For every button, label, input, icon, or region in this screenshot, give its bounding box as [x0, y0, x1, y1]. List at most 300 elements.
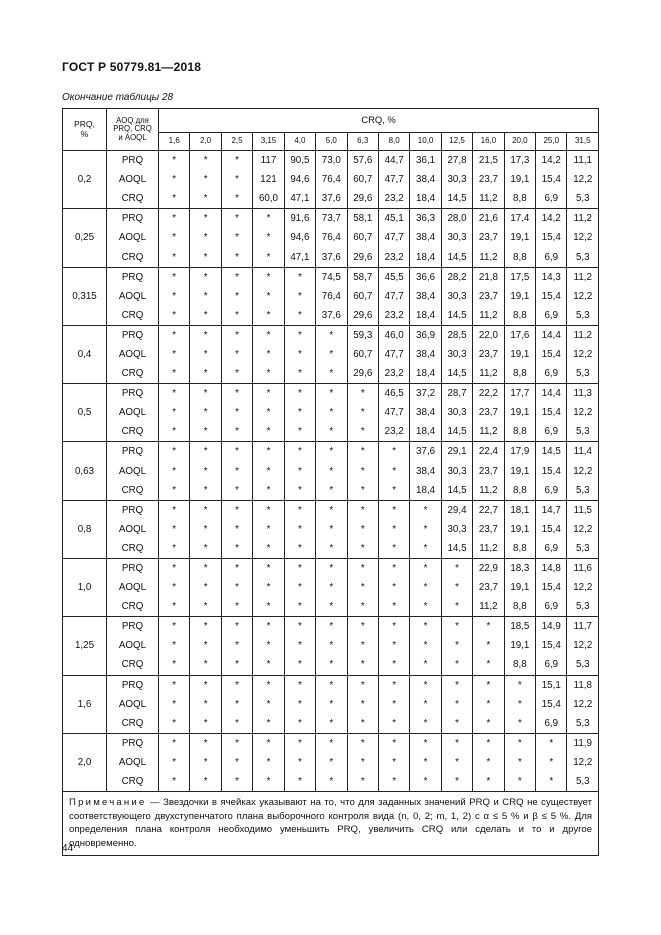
no-plan-cell: * — [190, 636, 221, 655]
no-plan-cell: * — [190, 151, 221, 171]
value-cell: 17,9 — [504, 442, 535, 462]
no-plan-cell: * — [347, 675, 378, 695]
no-plan-cell: * — [441, 617, 472, 637]
no-plan-cell: * — [159, 578, 190, 597]
value-cell: 19,1 — [504, 170, 535, 189]
value-cell: 23,7 — [473, 287, 504, 306]
no-plan-cell: * — [316, 422, 347, 442]
value-cell: 37,6 — [316, 306, 347, 326]
value-cell: 18,4 — [410, 247, 441, 267]
no-plan-cell: * — [410, 655, 441, 675]
row-type-cell: AOQL — [107, 345, 159, 364]
value-cell: 30,3 — [441, 170, 472, 189]
no-plan-cell: * — [253, 345, 284, 364]
no-plan-cell: * — [221, 655, 252, 675]
no-plan-cell: * — [190, 520, 221, 539]
no-plan-cell: * — [190, 772, 221, 792]
no-plan-cell: * — [316, 578, 347, 597]
no-plan-cell: * — [378, 558, 409, 578]
value-cell: 5,3 — [567, 655, 599, 675]
no-plan-cell: * — [378, 520, 409, 539]
no-plan-cell: * — [253, 247, 284, 267]
no-plan-cell: * — [504, 733, 535, 753]
value-cell: 5,3 — [567, 306, 599, 326]
no-plan-cell: * — [159, 772, 190, 792]
no-plan-cell: * — [284, 364, 315, 384]
value-cell: 46,0 — [378, 325, 409, 345]
no-plan-cell: * — [221, 325, 252, 345]
no-plan-cell: * — [347, 462, 378, 481]
no-plan-cell: * — [159, 597, 190, 617]
no-plan-cell: * — [253, 772, 284, 792]
value-cell: 5,3 — [567, 597, 599, 617]
no-plan-cell: * — [190, 500, 221, 520]
value-cell: 12,2 — [567, 636, 599, 655]
value-cell: 23,2 — [378, 189, 409, 209]
no-plan-cell: * — [410, 500, 441, 520]
value-cell: 5,3 — [567, 481, 599, 501]
no-plan-cell: * — [347, 655, 378, 675]
no-plan-cell: * — [316, 345, 347, 364]
no-plan-cell: * — [221, 422, 252, 442]
no-plan-cell: * — [473, 733, 504, 753]
no-plan-cell: * — [221, 364, 252, 384]
no-plan-cell: * — [347, 753, 378, 772]
no-plan-cell: * — [159, 655, 190, 675]
value-cell: 91,6 — [284, 209, 315, 229]
no-plan-cell: * — [316, 500, 347, 520]
prq-value-cell: 0,8 — [63, 500, 107, 558]
no-plan-cell: * — [159, 753, 190, 772]
crq-value-header: 6,3 — [347, 133, 378, 151]
table-row — [63, 189, 599, 209]
table-caption: Окончание таблицы 28 — [62, 92, 174, 103]
no-plan-cell: * — [347, 578, 378, 597]
value-cell: 23,7 — [473, 403, 504, 422]
no-plan-cell: * — [190, 733, 221, 753]
table-row — [63, 422, 599, 442]
no-plan-cell: * — [253, 481, 284, 501]
value-cell: 18,4 — [410, 364, 441, 384]
value-cell: 37,6 — [316, 247, 347, 267]
row-type-cell: AOQL — [107, 170, 159, 189]
no-plan-cell: * — [159, 558, 190, 578]
value-cell: 47,7 — [378, 170, 409, 189]
value-cell: 14,5 — [441, 364, 472, 384]
value-cell: 47,7 — [378, 287, 409, 306]
no-plan-cell: * — [284, 422, 315, 442]
no-plan-cell: * — [378, 578, 409, 597]
no-plan-cell: * — [410, 772, 441, 792]
value-cell: 17,3 — [504, 151, 535, 171]
value-cell: 17,4 — [504, 209, 535, 229]
value-cell: 14,5 — [441, 247, 472, 267]
no-plan-cell: * — [347, 500, 378, 520]
value-cell: 14,2 — [536, 209, 567, 229]
no-plan-cell: * — [316, 558, 347, 578]
no-plan-cell: * — [284, 539, 315, 559]
value-cell: 29,6 — [347, 306, 378, 326]
no-plan-cell: * — [410, 733, 441, 753]
no-plan-cell: * — [221, 306, 252, 326]
no-plan-cell: * — [316, 733, 347, 753]
no-plan-cell: * — [190, 422, 221, 442]
no-plan-cell: * — [221, 714, 252, 734]
no-plan-cell: * — [410, 714, 441, 734]
no-plan-cell: * — [159, 325, 190, 345]
no-plan-cell: * — [221, 345, 252, 364]
no-plan-cell: * — [253, 287, 284, 306]
value-cell: 6,9 — [536, 189, 567, 209]
value-cell: 11,9 — [567, 733, 599, 753]
no-plan-cell: * — [378, 714, 409, 734]
no-plan-cell: * — [316, 539, 347, 559]
no-plan-cell: * — [253, 364, 284, 384]
no-plan-cell: * — [159, 151, 190, 171]
value-cell: 12,2 — [567, 520, 599, 539]
value-cell: 15,4 — [536, 462, 567, 481]
no-plan-cell: * — [221, 189, 252, 209]
value-cell: 12,2 — [567, 403, 599, 422]
row-type-cell: AOQL — [107, 636, 159, 655]
no-plan-cell: * — [347, 422, 378, 442]
row-type-cell: CRQ — [107, 247, 159, 267]
prq-value-cell: 0,2 — [63, 151, 107, 209]
no-plan-cell: * — [190, 325, 221, 345]
no-plan-cell: * — [284, 462, 315, 481]
value-cell: 38,4 — [410, 287, 441, 306]
no-plan-cell: * — [159, 189, 190, 209]
value-cell: 12,2 — [567, 287, 599, 306]
no-plan-cell: * — [221, 462, 252, 481]
no-plan-cell: * — [190, 539, 221, 559]
no-plan-cell: * — [221, 675, 252, 695]
no-plan-cell: * — [378, 655, 409, 675]
no-plan-cell: * — [378, 695, 409, 714]
no-plan-cell: * — [504, 714, 535, 734]
value-cell: 30,3 — [441, 520, 472, 539]
value-cell: 23,2 — [378, 306, 409, 326]
prq-value-cell: 1,25 — [63, 617, 107, 675]
table-row — [63, 481, 599, 501]
no-plan-cell: * — [159, 539, 190, 559]
value-cell: 15,4 — [536, 228, 567, 247]
no-plan-cell: * — [504, 695, 535, 714]
value-cell: 14,2 — [536, 151, 567, 171]
value-cell: 30,3 — [441, 287, 472, 306]
prq-value-cell: 0,4 — [63, 325, 107, 383]
value-cell: 76,4 — [316, 287, 347, 306]
no-plan-cell: * — [378, 539, 409, 559]
no-plan-cell: * — [221, 500, 252, 520]
no-plan-cell: * — [221, 558, 252, 578]
no-plan-cell: * — [347, 558, 378, 578]
value-cell: 8,8 — [504, 539, 535, 559]
value-cell: 76,4 — [316, 170, 347, 189]
value-cell: 14,4 — [536, 384, 567, 404]
no-plan-cell: * — [253, 442, 284, 462]
value-cell: 5,3 — [567, 189, 599, 209]
prq-value-cell: 0,315 — [63, 267, 107, 325]
no-plan-cell: * — [159, 247, 190, 267]
row-type-cell: CRQ — [107, 597, 159, 617]
value-cell: 18,4 — [410, 306, 441, 326]
no-plan-cell: * — [159, 481, 190, 501]
no-plan-cell: * — [284, 442, 315, 462]
value-cell: 14,4 — [536, 325, 567, 345]
value-cell: 6,9 — [536, 539, 567, 559]
no-plan-cell: * — [410, 753, 441, 772]
value-cell: 22,7 — [473, 500, 504, 520]
value-cell: 11,7 — [567, 617, 599, 637]
value-cell: 38,4 — [410, 462, 441, 481]
value-cell: 37,6 — [316, 189, 347, 209]
value-cell: 38,4 — [410, 403, 441, 422]
crq-value-header: 12,5 — [441, 133, 472, 151]
value-cell: 15,4 — [536, 636, 567, 655]
value-cell: 15,4 — [536, 287, 567, 306]
no-plan-cell: * — [473, 655, 504, 675]
no-plan-cell: * — [316, 481, 347, 501]
table-body — [63, 151, 599, 792]
value-cell: 17,5 — [504, 267, 535, 287]
value-cell: 14,5 — [441, 481, 472, 501]
no-plan-cell: * — [190, 209, 221, 229]
row-type-cell: AOQL — [107, 403, 159, 422]
value-cell: 121 — [253, 170, 284, 189]
prq-column-header: PRQ, % — [63, 109, 107, 151]
value-cell: 29,4 — [441, 500, 472, 520]
row-type-cell: AOQL — [107, 753, 159, 772]
no-plan-cell: * — [159, 170, 190, 189]
no-plan-cell: * — [221, 209, 252, 229]
no-plan-cell: * — [347, 384, 378, 404]
no-plan-cell: * — [190, 558, 221, 578]
table-row — [63, 539, 599, 559]
value-cell: 90,5 — [284, 151, 315, 171]
table-row — [63, 733, 599, 753]
no-plan-cell: * — [253, 617, 284, 637]
value-cell: 37,2 — [410, 384, 441, 404]
value-cell: 60,7 — [347, 345, 378, 364]
row-type-cell: CRQ — [107, 364, 159, 384]
value-cell: 46,5 — [378, 384, 409, 404]
row-type-cell: CRQ — [107, 772, 159, 792]
no-plan-cell: * — [441, 558, 472, 578]
no-plan-cell: * — [410, 695, 441, 714]
table-row — [63, 306, 599, 326]
no-plan-cell: * — [190, 345, 221, 364]
value-cell: 8,8 — [504, 364, 535, 384]
value-cell: 21,5 — [473, 151, 504, 171]
row-type-cell: AOQL — [107, 228, 159, 247]
value-cell: 47,7 — [378, 403, 409, 422]
value-cell: 27,8 — [441, 151, 472, 171]
value-cell: 12,2 — [567, 345, 599, 364]
value-cell: 8,8 — [504, 422, 535, 442]
no-plan-cell: * — [316, 325, 347, 345]
no-plan-cell: * — [410, 597, 441, 617]
no-plan-cell: * — [253, 578, 284, 597]
no-plan-cell: * — [536, 753, 567, 772]
no-plan-cell: * — [284, 636, 315, 655]
no-plan-cell: * — [378, 753, 409, 772]
no-plan-cell: * — [221, 597, 252, 617]
no-plan-cell: * — [190, 714, 221, 734]
value-cell: 18,1 — [504, 500, 535, 520]
row-type-cell: AOQL — [107, 578, 159, 597]
no-plan-cell: * — [504, 753, 535, 772]
value-cell: 11,2 — [473, 481, 504, 501]
value-cell: 58,1 — [347, 209, 378, 229]
no-plan-cell: * — [159, 733, 190, 753]
no-plan-cell: * — [316, 714, 347, 734]
no-plan-cell: * — [159, 500, 190, 520]
value-cell: 15,4 — [536, 695, 567, 714]
no-plan-cell: * — [159, 636, 190, 655]
value-cell: 8,8 — [504, 597, 535, 617]
value-cell: 14,5 — [441, 539, 472, 559]
no-plan-cell: * — [316, 655, 347, 675]
value-cell: 6,9 — [536, 306, 567, 326]
no-plan-cell: * — [347, 481, 378, 501]
value-cell: 37,6 — [410, 442, 441, 462]
value-cell: 23,7 — [473, 578, 504, 597]
value-cell: 11,1 — [567, 151, 599, 171]
value-cell: 8,8 — [504, 189, 535, 209]
table-row — [63, 247, 599, 267]
no-plan-cell: * — [504, 675, 535, 695]
row-type-cell: AOQL — [107, 287, 159, 306]
value-cell: 12,2 — [567, 753, 599, 772]
note-text: — Звездочки в ячейках указывают на то, что для заданных значений PRQ и CRQ не существует соответствующего двухступенчатого плана выборочного контроля вида (n, 0, 2; m, 1, 2) с α ≤ 5 % и β ≤ 5 %. Для определения плана контроля необходимо уменьшить PRQ, увеличить CRQ или сделать и то и другое одновременно. — [69, 797, 593, 849]
no-plan-cell: * — [253, 462, 284, 481]
value-cell: 14,5 — [536, 442, 567, 462]
no-plan-cell: * — [221, 228, 252, 247]
no-plan-cell: * — [253, 500, 284, 520]
value-cell: 14,8 — [536, 558, 567, 578]
no-plan-cell: * — [284, 384, 315, 404]
value-cell: 22,2 — [473, 384, 504, 404]
row-type-cell: AOQL — [107, 520, 159, 539]
no-plan-cell: * — [221, 442, 252, 462]
no-plan-cell: * — [190, 267, 221, 287]
no-plan-cell: * — [347, 772, 378, 792]
value-cell: 15,4 — [536, 403, 567, 422]
value-cell: 15,4 — [536, 170, 567, 189]
no-plan-cell: * — [159, 209, 190, 229]
no-plan-cell: * — [284, 267, 315, 287]
value-cell: 23,7 — [473, 170, 504, 189]
value-cell: 22,0 — [473, 325, 504, 345]
no-plan-cell: * — [284, 617, 315, 637]
value-cell: 18,4 — [410, 189, 441, 209]
no-plan-cell: * — [347, 733, 378, 753]
table-row — [63, 287, 599, 306]
no-plan-cell: * — [410, 578, 441, 597]
value-cell: 30,3 — [441, 403, 472, 422]
no-plan-cell: * — [347, 520, 378, 539]
row-type-cell: PRQ — [107, 558, 159, 578]
value-cell: 15,4 — [536, 345, 567, 364]
no-plan-cell: * — [284, 558, 315, 578]
no-plan-cell: * — [473, 695, 504, 714]
no-plan-cell: * — [221, 539, 252, 559]
row-type-cell: PRQ — [107, 151, 159, 171]
no-plan-cell: * — [221, 753, 252, 772]
table-row — [63, 753, 599, 772]
value-cell: 18,3 — [504, 558, 535, 578]
prq-value-cell: 2,0 — [63, 733, 107, 791]
no-plan-cell: * — [441, 733, 472, 753]
value-cell: 8,8 — [504, 247, 535, 267]
crq-value-header: 8,0 — [378, 133, 409, 151]
no-plan-cell: * — [221, 695, 252, 714]
row-type-cell: PRQ — [107, 384, 159, 404]
no-plan-cell: * — [159, 228, 190, 247]
no-plan-cell: * — [221, 267, 252, 287]
no-plan-cell: * — [316, 364, 347, 384]
value-cell: 14,5 — [441, 189, 472, 209]
value-cell: 36,3 — [410, 209, 441, 229]
no-plan-cell: * — [347, 442, 378, 462]
value-cell: 6,9 — [536, 714, 567, 734]
no-plan-cell: * — [159, 462, 190, 481]
no-plan-cell: * — [410, 675, 441, 695]
value-cell: 11,2 — [473, 422, 504, 442]
value-cell: 23,2 — [378, 364, 409, 384]
no-plan-cell: * — [159, 675, 190, 695]
value-cell: 38,4 — [410, 170, 441, 189]
table-row — [63, 617, 599, 637]
table-row — [63, 520, 599, 539]
no-plan-cell: * — [284, 597, 315, 617]
no-plan-cell: * — [378, 500, 409, 520]
table-row — [63, 364, 599, 384]
value-cell: 17,6 — [504, 325, 535, 345]
no-plan-cell: * — [221, 578, 252, 597]
table-row — [63, 655, 599, 675]
no-plan-cell: * — [316, 442, 347, 462]
value-cell: 11,2 — [473, 597, 504, 617]
no-plan-cell: * — [316, 636, 347, 655]
value-cell: 29,6 — [347, 247, 378, 267]
value-cell: 23,2 — [378, 422, 409, 442]
table-row — [63, 675, 599, 695]
value-cell: 15,4 — [536, 520, 567, 539]
no-plan-cell: * — [190, 442, 221, 462]
type-column-header: AOQ для PRQ, CRQ и AOQL — [107, 109, 159, 151]
no-plan-cell: * — [347, 636, 378, 655]
value-cell: 19,1 — [504, 345, 535, 364]
value-cell: 19,1 — [504, 578, 535, 597]
no-plan-cell: * — [221, 520, 252, 539]
no-plan-cell: * — [473, 753, 504, 772]
no-plan-cell: * — [441, 578, 472, 597]
no-plan-cell: * — [441, 753, 472, 772]
no-plan-cell: * — [159, 520, 190, 539]
no-plan-cell: * — [284, 325, 315, 345]
value-cell: 19,1 — [504, 636, 535, 655]
value-cell: 23,7 — [473, 520, 504, 539]
no-plan-cell: * — [221, 287, 252, 306]
value-cell: 23,2 — [378, 247, 409, 267]
value-cell: 44,7 — [378, 151, 409, 171]
no-plan-cell: * — [441, 772, 472, 792]
no-plan-cell: * — [316, 675, 347, 695]
row-type-cell: PRQ — [107, 500, 159, 520]
no-plan-cell: * — [284, 655, 315, 675]
